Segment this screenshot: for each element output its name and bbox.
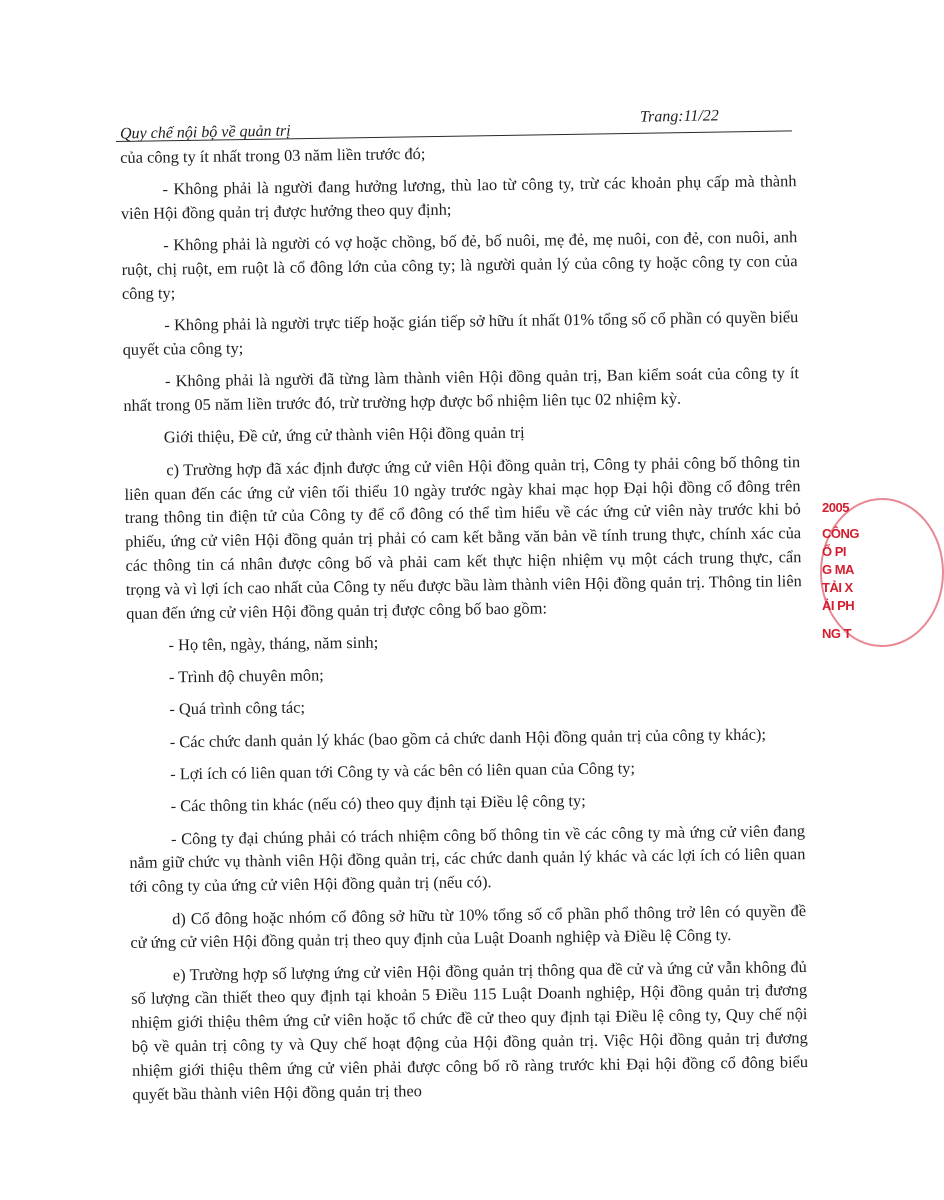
paragraph-2: - Không phải là người đang hưởng lương, thù lao từ công ty, trừ các khoản phụ cấp mà thành viên Hội đồng quản trị được hưởng theo quy định; <box>120 171 797 224</box>
paragraph-5: - Không phải là người đã từng làm thành viên Hội đồng quản trị, Ban kiểm soát của công ty ít nhất trong 05 năm liền trước đó, trừ trường hợp được bổ nhiệm liên tục 02 nhiệm kỳ. <box>123 363 800 416</box>
list-item-public-company: - Công ty đại chúng phải có trách nhiệm công bố thông tin về các công ty mà ứng cử viên đang nắm giữ chức vụ thành viên Hội đồng quản trị, các chức danh quản lý khác và các lợi ích có liên quan tới công ty của ứng cử viên Hội đồng quản trị (nếu có). <box>129 820 806 897</box>
list-item-work-history: - Quá trình công tác; <box>169 698 306 719</box>
stamp-text: G MA <box>822 562 854 577</box>
stamp-text: ẢI PH <box>822 598 855 613</box>
section-heading: Giới thiệu, Đề cử, ứng cử thành viên Hội đồng quản trị <box>163 423 525 447</box>
paragraph-d: d) Cổ đông hoặc nhóm cổ đông sở hữu từ 10% tổng số cổ phần phổ thông trở lên có quyền đề cử ứng cử viên Hội đồng quản trị theo quy định của Luật Doanh nghiệp và Điều lệ Công ty. <box>130 900 807 953</box>
stamp-text: TẢI X <box>822 580 853 595</box>
paragraph-3: - Không phải là người có vợ hoặc chồng, bố đẻ, bố nuôi, mẹ đẻ, mẹ nuôi, con đẻ, con nuôi, anh ruột, chị ruột, em ruột là cổ đông lớn của công ty; là người quản lý của công ty hoặc công ty con của công ty; <box>121 227 798 303</box>
stamp-text: NG T <box>822 626 852 641</box>
page-number: Trang:11/22 <box>639 107 719 126</box>
red-seal-stamp <box>812 488 882 658</box>
stamp-text: Ổ PI <box>822 544 847 559</box>
paragraph-e: e) Trường hợp số lượng ứng cử viên Hội đồng quản trị thông qua đề cử và ứng cử vẫn không đủ số lượng cần thiết theo quy định tại khoản 5 Điều 115 Luật Doanh nghiệp, Hội đồng quản trị đương nhiệm giới thiệu thêm ứng cử viên hoặc tổ chức đề cử theo quy định tại Điều lệ công ty, Quy chế nội bộ về quản trị công ty và Quy chế hoạt động của Hội đồng quản trị. Việc Hội đồng quản trị đương nhiệm giới thiệu thêm ứng cử viên phải được công bố rõ ràng trước khi Đại hội đồng cổ đông biểu quyết bầu thành viên Hội đồng quản trị theo <box>131 956 809 1104</box>
document-body <box>120 137 809 1106</box>
stamp-text: 2005 <box>822 500 849 515</box>
list-item-other-titles: - Các chức danh quản lý khác (bao gồm cả chức danh Hội đồng quản trị của công ty khác); <box>169 724 767 752</box>
list-item-other-info: - Các thông tin khác (nếu có) theo quy định tại Điều lệ công ty; <box>170 791 586 816</box>
paragraph-4: - Không phải là người trực tiếp hoặc gián tiếp sở hữu ít nhất 01% tổng số cổ phần có quyền biểu quyết của công ty; <box>122 307 799 360</box>
list-item-related-interests: - Lợi ích có liên quan tới Công ty và các bên có liên quan của Công ty; <box>170 758 636 784</box>
paragraph-c: c) Trường hợp đã xác định được ứng cử viên Hội đồng quản trị, Công ty phải công bố thông tin liên quan đến các ứng cử viên tối thiểu 10 ngày trước ngày khai mạc họp Đại hội đồng cổ đông trên trang thông tin điện tử của Công ty để cổ đông có thể tìm hiểu về các ứng cử viên này trước khi bỏ phiếu, ứng cử viên Hội đồng quản trị phải có cam kết bằng văn bản về tính trung thực, chính xác của các thông tin cá nhân được công bố và phải cam kết thực hiện nhiệm vụ một cách trung thực, cẩn trọng và vì lợi ích cao nhất của Công ty nếu được bầu làm thành viên Hội đồng quản trị. Thông tin liên quan đến ứng cử viên Hội đồng quản trị được công bố bao gồm: <box>124 451 802 623</box>
paragraph-1: của công ty ít nhất trong 03 năm liền trước đó; <box>120 144 426 167</box>
list-item-qualification: - Trình độ chuyên môn; <box>168 665 324 687</box>
stamp-text: CÔNG <box>822 526 859 541</box>
document-title: Quy chế nội bộ về quản trị <box>119 122 291 143</box>
list-item-name-dob: - Họ tên, ngày, tháng, năm sinh; <box>168 632 379 655</box>
